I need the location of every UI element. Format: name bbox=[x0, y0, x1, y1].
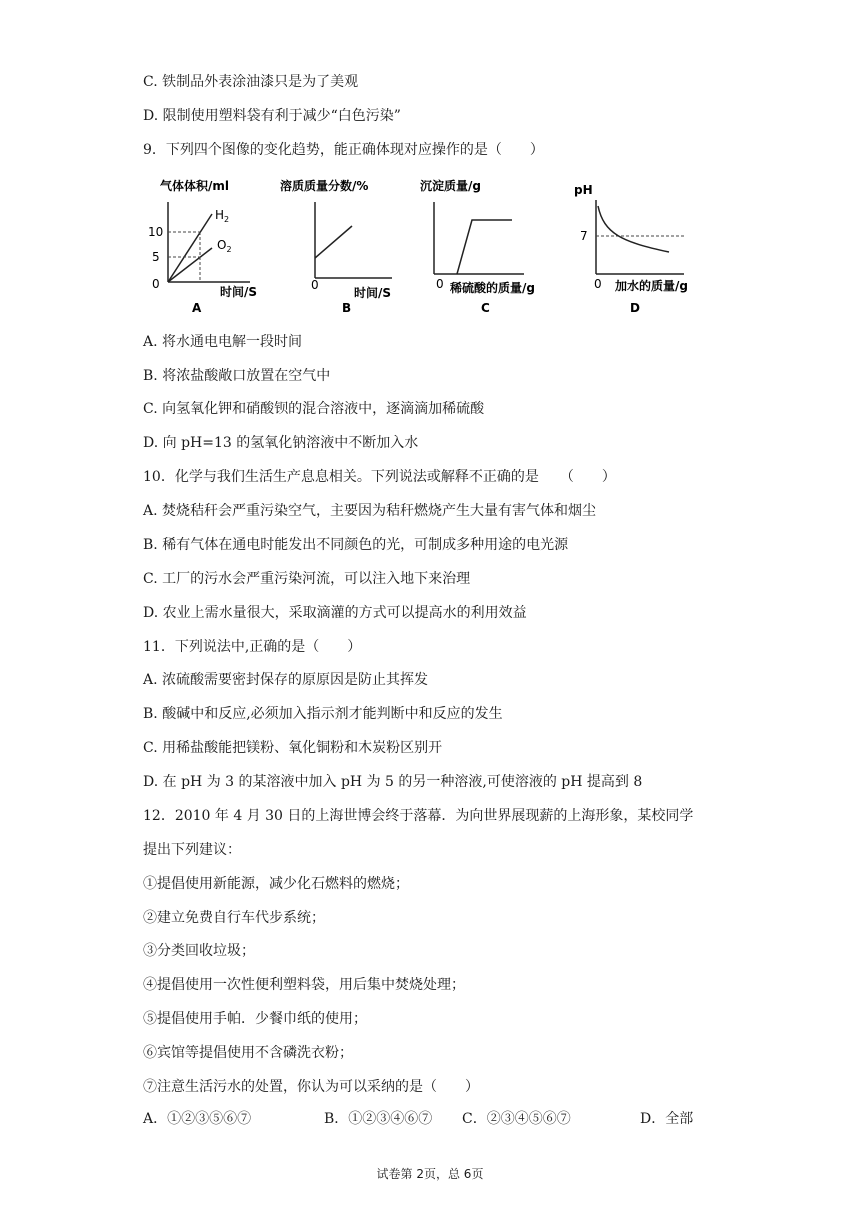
fig-b-caption: B bbox=[342, 301, 352, 315]
suggestion-1: ①提倡使用新能源，减少化石燃料的燃烧； bbox=[143, 876, 409, 892]
suggestion-2: ②建立免费自行车代步系统； bbox=[143, 910, 325, 926]
fig-c-caption: C bbox=[481, 301, 490, 315]
suggestion-7: ⑦注意生活污水的处置，你认为可以采纳的是（ ） bbox=[143, 1079, 479, 1095]
figure-c bbox=[412, 172, 547, 317]
fig-a-ylabel: 气体体积/ml bbox=[160, 179, 230, 193]
suggestion-4: ④提倡使用一次性便利塑料袋，用后集中焚烧处理； bbox=[143, 977, 465, 993]
fig-b-ylabel: 溶质质量分数/% bbox=[280, 179, 369, 193]
figure-a bbox=[140, 172, 280, 317]
fig-c-line bbox=[457, 220, 512, 274]
question-11: 11．下列说法中,正确的是（ ） bbox=[143, 639, 362, 655]
suggestion-6: ⑥宾馆等提倡使用不含磷洗衣粉； bbox=[143, 1045, 353, 1061]
q12-option-b: B．①②③④⑥⑦ bbox=[324, 1111, 433, 1127]
fig-b-line bbox=[315, 226, 352, 258]
fig-d-ylabel: pH bbox=[574, 183, 593, 197]
fig-a-tick-10: 10 bbox=[148, 225, 164, 239]
q12-option-c: C．②③④⑤⑥⑦ bbox=[462, 1111, 571, 1127]
q9-option-a: A. 将水通电电解一段时间 bbox=[143, 334, 303, 350]
page-footer: 试卷第 2页，总 6页 bbox=[376, 1167, 484, 1181]
fig-c-ylabel: 沉淀质量/g bbox=[420, 179, 481, 193]
fig-d-caption: D bbox=[630, 301, 640, 315]
figure-b bbox=[280, 172, 400, 317]
q12-option-a: A．①②③⑤⑥⑦ bbox=[143, 1111, 252, 1127]
fig-a-origin: 0 bbox=[152, 277, 160, 291]
question-10: 10．化学与我们生活生产息息相关。下列说法或解释不正确的是 （ ） bbox=[143, 469, 616, 485]
q8-option-d: D. 限制使用塑料袋有利于减少“白色污染” bbox=[143, 108, 401, 124]
q9-option-d: D. 向 pH=13 的氢氧化钠溶液中不断加入水 bbox=[143, 435, 419, 451]
fig-b-origin: 0 bbox=[311, 278, 319, 292]
suggestion-5: ⑤提倡使用手帕．少餐巾纸的使用； bbox=[143, 1011, 367, 1027]
fig-d-curve bbox=[598, 206, 669, 252]
fig-a-h2-line bbox=[168, 214, 212, 282]
fig-a-xlabel: 时间/S bbox=[220, 285, 258, 299]
fig-d-origin: 0 bbox=[594, 277, 602, 291]
q9-option-c: C. 向氢氧化钾和硝酸钡的混合溶液中，逐滴滴加稀硫酸 bbox=[143, 401, 485, 417]
fig-a-o2-label: $O_2$ bbox=[217, 238, 232, 254]
q10-option-d: D. 农业上需水量很大，采取滴灌的方式可以提高水的利用效益 bbox=[143, 605, 527, 621]
q8-option-c: C. 铁制品外表涂油漆只是为了美观 bbox=[143, 74, 359, 90]
q10-option-c: C. 工厂的污水会严重污染河流，可以注入地下来治理 bbox=[143, 571, 471, 587]
fig-c-xlabel: 稀硫酸的质量/g bbox=[450, 281, 535, 295]
question-12: 12．2010 年 4 月 30 日的上海世博会终于落幕．为向世界展现薪的上海形象，某校同学 bbox=[143, 808, 694, 824]
q10-option-b: B. 稀有气体在通电时能发出不同颜色的光，可制成多种用途的电光源 bbox=[143, 537, 569, 553]
q10-option-a: A. 焚烧秸秆会严重污染空气，主要因为秸秆燃烧产生大量有害气体和烟尘 bbox=[143, 503, 597, 519]
fig-a-o2-line bbox=[168, 248, 212, 282]
q12-option-d: D．全部 bbox=[640, 1111, 694, 1127]
fig-b-xlabel: 时间/S bbox=[354, 286, 392, 300]
fig-a-caption: A bbox=[192, 301, 202, 315]
q9-option-b: B. 将浓盐酸敞口放置在空气中 bbox=[143, 368, 331, 384]
figure-d bbox=[572, 172, 702, 317]
suggestion-3: ③分类回收垃圾； bbox=[143, 943, 255, 959]
question-12-cont: 提出下列建议： bbox=[143, 842, 241, 858]
fig-a-tick-5: 5 bbox=[152, 250, 160, 264]
question-9: 9．下列四个图像的变化趋势，能正确体现对应操作的是（ ） bbox=[143, 142, 544, 158]
fig-a-h2-label: $H_2$ bbox=[215, 208, 230, 224]
q11-option-a: A. 浓硫酸需要密封保存的原原因是防止其挥发 bbox=[143, 672, 429, 688]
q11-option-c: C. 用稀盐酸能把镁粉、氧化铜粉和木炭粉区别开 bbox=[143, 740, 443, 756]
q11-option-d: D. 在 pH 为 3 的某溶液中加入 pH 为 5 的另一种溶液,可使溶液的 pH 提高到 8 bbox=[143, 774, 643, 790]
fig-d-tick-7: 7 bbox=[580, 229, 588, 243]
q11-option-b: B. 酸碱中和反应,必须加入指示剂才能判断中和反应的发生 bbox=[143, 706, 503, 722]
fig-d-xlabel: 加水的质量/g bbox=[615, 279, 688, 293]
fig-c-origin: 0 bbox=[436, 277, 444, 291]
